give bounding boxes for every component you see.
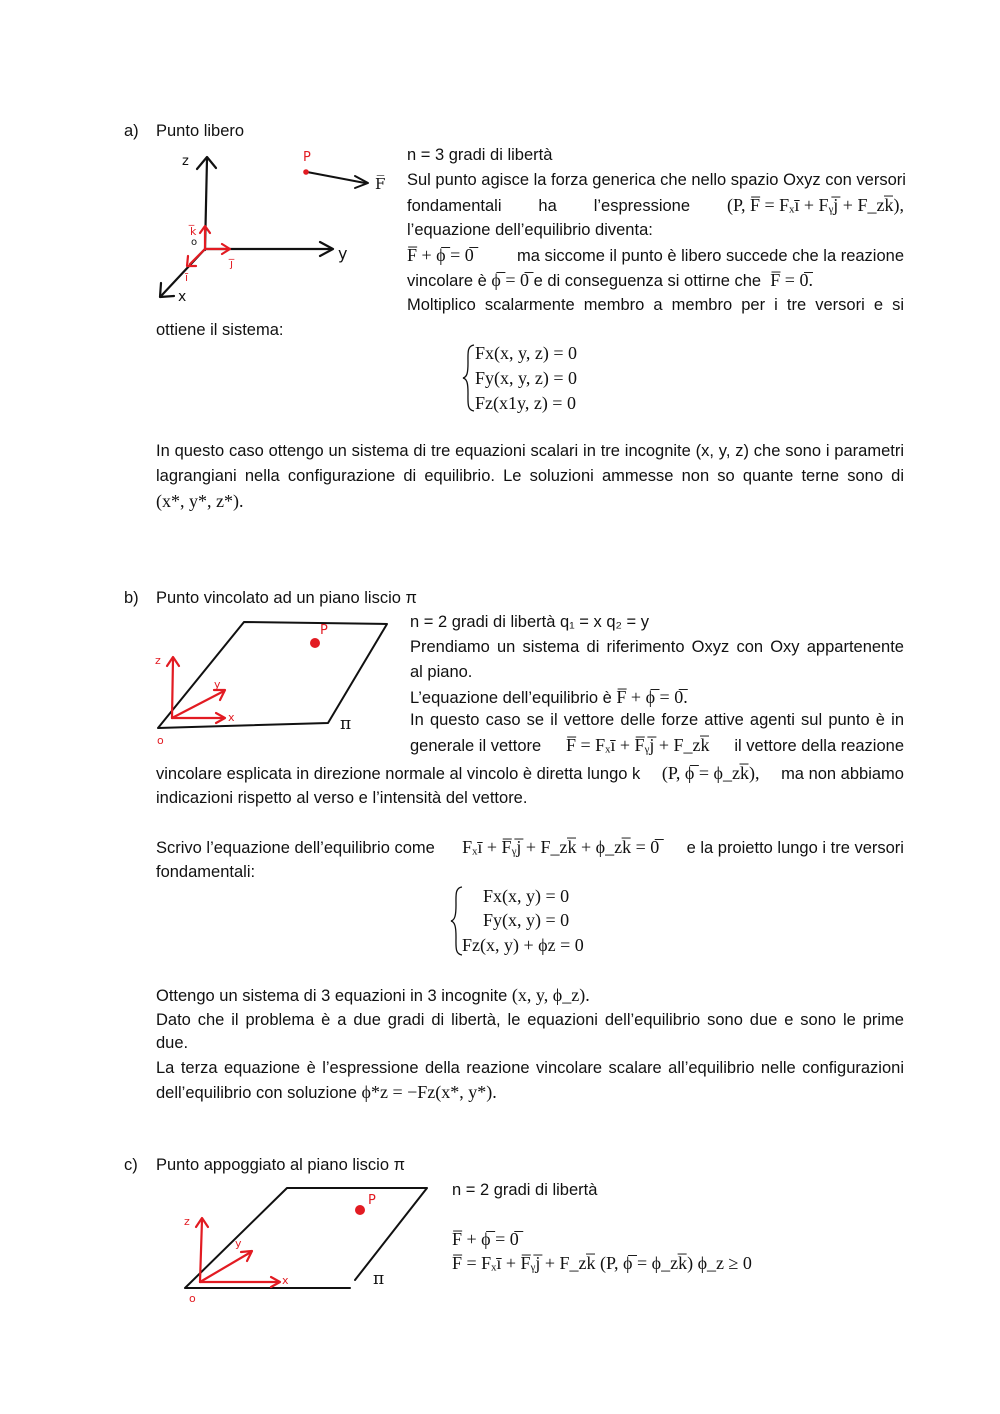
p6-math: (P, ϕ̅ = ϕ_zk̅),	[661, 763, 760, 783]
section-a-eq2: Fy(x, y, z) = 0	[475, 368, 577, 388]
section-b-p7: indicazioni rispetto al verso e l’intensità del vettore.	[156, 789, 528, 807]
section-a-c1: In questo caso ottengo un sistema di tre equazioni scalari in tre incognite (x, y, z) che sono i parametri	[156, 442, 904, 460]
p6-a: vincolare esplicata in direzione normale al vincolo è diretta lungo k	[156, 765, 641, 783]
section-b-p9: fondamentali:	[156, 863, 256, 881]
label-origin: o	[157, 734, 164, 747]
p5-a: vincolare è	[407, 272, 487, 290]
c5-a: dell’equilibrio con soluzione	[156, 1084, 357, 1102]
section-a-c3: (x*, y*, z*).	[156, 491, 244, 511]
section-b-p8	[156, 835, 904, 859]
label-origin: o	[189, 1292, 196, 1305]
section-b-p6	[156, 761, 904, 785]
p2-word1: fondamentali	[407, 197, 502, 215]
section-b-c4: La terza equazione è l’espressione della reazione vincolare scalare all’equilibrio nelle configurazioni	[156, 1059, 904, 1077]
label-p: P	[368, 1193, 376, 1208]
label-p: P	[320, 623, 328, 638]
c1-a: Ottengo un sistema di 3 equazioni in 3 incognite	[156, 987, 508, 1005]
p5-b: e di conseguenza si ottirne che	[533, 272, 762, 290]
p6-b: ma non abbiamo	[781, 765, 904, 783]
p4-text: ma siccome il punto è libero succede che la reazione	[516, 247, 904, 265]
p8-math: Fₓī + F̅ᵧj̅ + F_zk̅ + ϕ_zk̅ = 0̅	[462, 837, 660, 857]
p8-b: e la proietto lungo i tre versori	[686, 839, 904, 857]
section-b-p1: Prendiamo un sistema di riferimento Oxyz con Oxy appartenente	[410, 638, 904, 656]
section-b-title: Punto vincolato ad un piano liscio π	[156, 589, 417, 607]
p5-math: F̅ = Fₓī + F̅ᵧj̅ + F_zk̅	[566, 735, 710, 755]
p8-a: Scrivo l’equazione dell’equilibrio come	[156, 839, 435, 857]
label-z: z	[182, 154, 189, 169]
section-b-marker: b)	[124, 589, 139, 607]
section-b-c1	[156, 983, 590, 1008]
section-a-p1: Sul punto agisce la forza generica che nello spazio Oxyz con versori	[407, 171, 906, 189]
section-b-eq2: Fy(x, y) = 0	[483, 910, 570, 930]
section-a-p6: Moltiplico scalarmente membro a membro per i tre versori e si	[407, 296, 904, 314]
label-plane: π	[373, 1269, 385, 1289]
label-origin: o	[191, 237, 198, 248]
p3-math: F̅ + ϕ̅ = 0̅.	[616, 687, 688, 707]
label-x: x	[228, 711, 235, 724]
section-b-eq3: Fz(x, y) + ϕz = 0	[462, 935, 584, 955]
section-a-p4	[407, 243, 904, 267]
section-b-sketch	[150, 612, 400, 747]
plane-outline	[185, 1188, 427, 1288]
p5-a: generale il vettore	[410, 737, 542, 755]
section-b-c2: Dato che il problema è a due gradi di libertà, le equazioni dell’equilibrio sono due e sono le prime	[156, 1011, 904, 1029]
label-plane: π	[340, 714, 352, 734]
section-a-eq1: Fx(x, y, z) = 0	[475, 343, 577, 363]
point-p	[355, 1205, 365, 1215]
p5-b: il vettore della reazione	[734, 737, 904, 755]
section-b-p2: al piano.	[410, 663, 473, 681]
p3-text: L’equazione dell’equilibrio è	[410, 689, 612, 707]
c1-math: (x, y, ϕ_z).	[511, 985, 590, 1005]
section-c-sketch	[175, 1180, 435, 1305]
label-i: ī	[185, 271, 189, 284]
section-a-dof: n = 3 gradi di libertà	[407, 146, 553, 164]
section-a-sketch	[150, 145, 400, 310]
label-y: y	[338, 244, 348, 263]
label-z: z	[184, 1215, 190, 1228]
label-x: x	[282, 1274, 289, 1287]
point-p	[310, 638, 320, 648]
section-b-p5	[410, 733, 904, 757]
label-p: P	[303, 150, 311, 165]
section-a-p3: l’equazione dell’equilibrio diventa:	[407, 221, 653, 239]
p5-math1: ϕ̅ = 0̅	[491, 270, 530, 290]
section-c-marker: c)	[124, 1156, 138, 1174]
label-x: x	[178, 289, 187, 305]
section-c-title: Punto appoggiato al piano liscio π	[156, 1156, 405, 1174]
section-a-c2: lagrangiani nella configurazione di equilibrio. Le soluzioni ammesse non so quante terne sono di	[156, 467, 904, 485]
c5-math: ϕ*z = −Fz(x*, y*).	[361, 1082, 497, 1102]
section-b-c3: due.	[156, 1034, 189, 1052]
p2-math: (P, F̅ = Fₓī + Fᵧj̅ + F_zk̅),	[726, 195, 904, 215]
section-c-m2: F̅ = Fₓī + F̅ᵧj̅ + F_zk̅ (P, ϕ̅ = ϕ_zk̅) ϕ_z ≥ 0	[452, 1253, 752, 1273]
section-b-eq1: Fx(x, y) = 0	[483, 886, 570, 906]
section-c-m1: F̅ + ϕ̅ = 0̅	[452, 1229, 519, 1249]
section-a-eq3: Fz(x1y, z) = 0	[475, 393, 576, 413]
plane-outline	[158, 622, 387, 728]
p2-word2: ha	[538, 197, 557, 215]
p2-word3: l’espressione	[593, 197, 691, 215]
section-a-p7: ottiene il sistema:	[156, 321, 284, 339]
label-y: y	[214, 678, 221, 691]
section-a-p5	[407, 268, 813, 293]
section-b-p3	[410, 685, 688, 710]
section-a-p2	[407, 193, 904, 217]
section-b-dof: n = 2 gradi di libertà q₁ = x q₂ = y	[410, 613, 649, 631]
label-force: F̅	[375, 175, 386, 193]
label-j: j̅	[230, 257, 234, 270]
section-a-title: Punto libero	[156, 122, 245, 140]
label-y: y	[235, 1237, 242, 1250]
point-p	[303, 169, 309, 175]
label-k: k̅	[190, 225, 197, 238]
p5-math2: F̅ = 0̅.	[770, 270, 813, 290]
section-b-p4: In questo caso se il vettore delle forze attive agenti sul punto è in	[410, 711, 904, 729]
section-c-dof: n = 2 gradi di libertà	[452, 1181, 598, 1199]
label-z: z	[155, 654, 161, 667]
section-a-marker: a)	[124, 122, 139, 140]
section-b-c5	[156, 1080, 497, 1105]
p4-math: F̅ + ϕ̅ = 0̅	[407, 245, 474, 265]
brace-a	[462, 343, 476, 413]
